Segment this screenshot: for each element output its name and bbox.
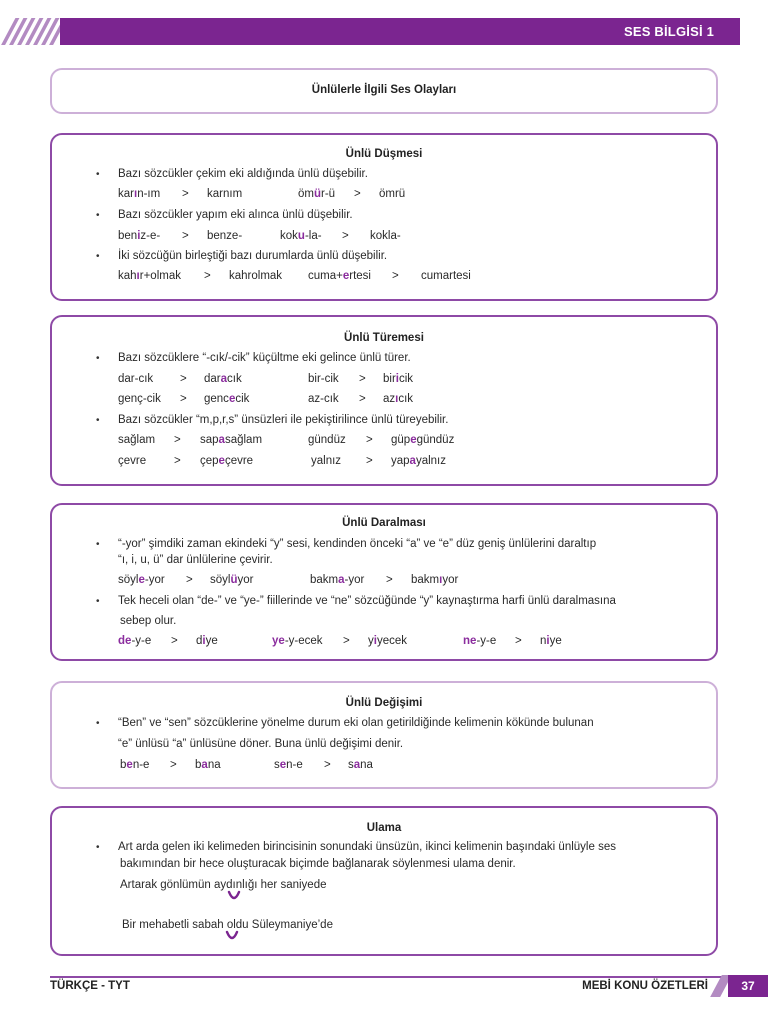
example-word: koku-la-	[280, 230, 322, 242]
arrow: >	[180, 393, 187, 405]
arrow: >	[174, 434, 181, 446]
footer-series: MEBİ KONU ÖZETLERİ	[582, 980, 708, 992]
page-header	[0, 0, 768, 46]
example-result: kokla-	[370, 230, 401, 242]
rule-text: “e” ünlüsü “a” ünlüsüne döner. Buna ünlü değişimi denir.	[118, 738, 404, 750]
footer-divider	[50, 976, 726, 978]
arrow: >	[366, 434, 373, 446]
section-title: Ünlü Daralması	[342, 517, 426, 529]
example-result: kahrolmak	[229, 270, 283, 282]
bullet-dot-icon: •	[96, 539, 100, 550]
example-sentence: Artarak gönlümün aydınlığı her saniyede	[120, 879, 327, 891]
example-result: yiyecek	[368, 635, 407, 647]
example-word: cuma+ertesi	[308, 270, 371, 282]
example-result: söylüyor	[210, 574, 254, 586]
example-result: yapayalnız	[391, 455, 446, 467]
example-word: bakma-yor	[310, 574, 365, 586]
liaison-arc-icon	[227, 890, 241, 902]
example-result: diye	[196, 635, 218, 647]
example-word: genç-cik	[118, 393, 161, 405]
arrow: >	[182, 188, 189, 200]
section-title: Ünlü Türemesi	[344, 332, 424, 344]
example-result: karnım	[207, 188, 243, 200]
section-unlu-degisimi	[50, 681, 718, 789]
example-word: ye-y-ecek	[272, 635, 323, 647]
liaison-arc-icon	[225, 930, 239, 942]
footer-subject: TÜRKÇE - TYT	[50, 980, 130, 992]
example-result: sana	[348, 759, 373, 771]
arrow: >	[182, 230, 189, 242]
example-word: de-y-e	[118, 635, 152, 647]
arrow: >	[366, 455, 373, 467]
section-ulama	[50, 806, 718, 956]
example-result: güpegündüz	[391, 434, 455, 446]
example-result: niye	[540, 635, 562, 647]
rule-text: “-yor” şimdiki zaman ekindeki “y” sesi, kendinden önceki “a” ve “e” düz geniş ünlülerini daraltıp	[118, 538, 597, 550]
bullet-dot-icon: •	[96, 353, 100, 364]
arrow: >	[204, 270, 211, 282]
example-word: dar-cık	[118, 373, 154, 385]
bullet-dot-icon: •	[96, 415, 100, 426]
example-result: bakmıyor	[411, 574, 459, 586]
bullet-dot-icon: •	[96, 842, 100, 853]
arrow: >	[354, 188, 361, 200]
section-title: Ulama	[366, 822, 402, 834]
example-word: ne-y-e	[463, 635, 497, 647]
section-title: Ünlü Düşmesi	[345, 148, 423, 160]
arrow: >	[174, 455, 181, 467]
example-sentence: Bir mehabetli sabah oldu Süleymaniye’de	[122, 919, 333, 931]
example-word: bir-cik	[308, 373, 339, 385]
example-result: çepeçevre	[200, 455, 254, 467]
example-result: daracık	[204, 373, 242, 385]
arrow: >	[170, 759, 177, 771]
main-title: Ünlülerle İlgili Ses Olayları	[311, 84, 457, 96]
arrow: >	[171, 635, 178, 647]
rule-text: Bazı sözcüklere “-cık/-cik” küçültme eki gelince ünlü türer.	[118, 352, 411, 364]
rule-text: Bazı sözcükler “m,p,r,s” ünsüzleri ile pekiştirilince ünlü türeyebilir.	[118, 414, 449, 426]
bullet-dot-icon: •	[96, 718, 100, 729]
rule-text: sebep olur.	[120, 615, 177, 627]
example-result: cumartesi	[421, 270, 471, 282]
arrow: >	[324, 759, 331, 771]
example-word: yalnız	[311, 455, 342, 467]
example-word: kahır+olmak	[118, 270, 181, 282]
example-word: karın-ım	[118, 188, 161, 200]
rule-text: “Ben” ve “sen” sözcüklerine yönelme durum eki olan getirildiğinde kelimenin kökünde bulunan	[118, 717, 594, 729]
arrow: >	[359, 373, 366, 385]
bullet-dot-icon: •	[96, 210, 100, 221]
rule-text: Art arda gelen iki kelimeden birincisinin sonundaki ünsüzün, ikinci kelimenin başındaki ünlüyle ses	[118, 841, 616, 853]
page-number: 37	[728, 975, 768, 997]
rule-text: Tek heceli olan “de-” ve “ye-” fiillerinde ve “ne” sözcüğünde “y” kaynaştırma harfi ünlü daralmasına	[118, 595, 616, 607]
arrow: >	[392, 270, 399, 282]
main-title-box	[50, 68, 718, 114]
example-word: beniz-e-	[118, 230, 161, 242]
rule-text: Bazı sözcükler çekim eki aldığında ünlü düşebilir.	[118, 168, 368, 180]
arrow: >	[342, 230, 349, 242]
rule-text: “ı, i, u, ü” dar ünlülerine çevirir.	[118, 554, 273, 566]
arrow: >	[186, 574, 193, 586]
arrow: >	[343, 635, 350, 647]
example-result: bana	[195, 759, 221, 771]
example-word: az-cık	[308, 393, 339, 405]
example-result: ömrü	[379, 188, 406, 200]
example-result: sapasağlam	[200, 434, 263, 446]
section-unlu-turemesi	[50, 315, 718, 486]
example-word: söyle-yor	[118, 574, 165, 586]
example-result: azıcık	[383, 393, 414, 405]
example-result: gencecik	[204, 393, 250, 405]
rule-text: bakımından bir hece oluşturacak biçimde bağlanarak söylenmesi ulama denir.	[120, 858, 516, 870]
bullet-dot-icon: •	[96, 596, 100, 607]
section-unlu-dusmesi	[50, 133, 718, 301]
rule-text: Bazı sözcükler yapım eki alınca ünlü düşebilir.	[118, 209, 353, 221]
arrow: >	[386, 574, 393, 586]
arrow: >	[180, 373, 187, 385]
chapter-title: SES BİLGİSİ 1	[623, 24, 714, 39]
example-word: çevre	[118, 455, 147, 467]
example-word: gündüz	[308, 434, 346, 446]
example-word: sen-e	[274, 759, 303, 771]
section-title: Ünlü Değişimi	[345, 697, 423, 709]
arrow: >	[515, 635, 522, 647]
example-word: ömür-ü	[298, 188, 336, 200]
arrow: >	[359, 393, 366, 405]
example-result: biricik	[383, 373, 414, 385]
example-word: sağlam	[118, 434, 156, 446]
bullet-dot-icon: •	[96, 251, 100, 262]
rule-text: İki sözcüğün birleştiği bazı durumlarda ünlü düşebilir.	[118, 250, 388, 262]
bullet-dot-icon: •	[96, 169, 100, 180]
example-result: benze-	[207, 230, 243, 242]
example-word: ben-e	[120, 759, 150, 771]
section-unlu-daralmasi	[50, 503, 718, 661]
